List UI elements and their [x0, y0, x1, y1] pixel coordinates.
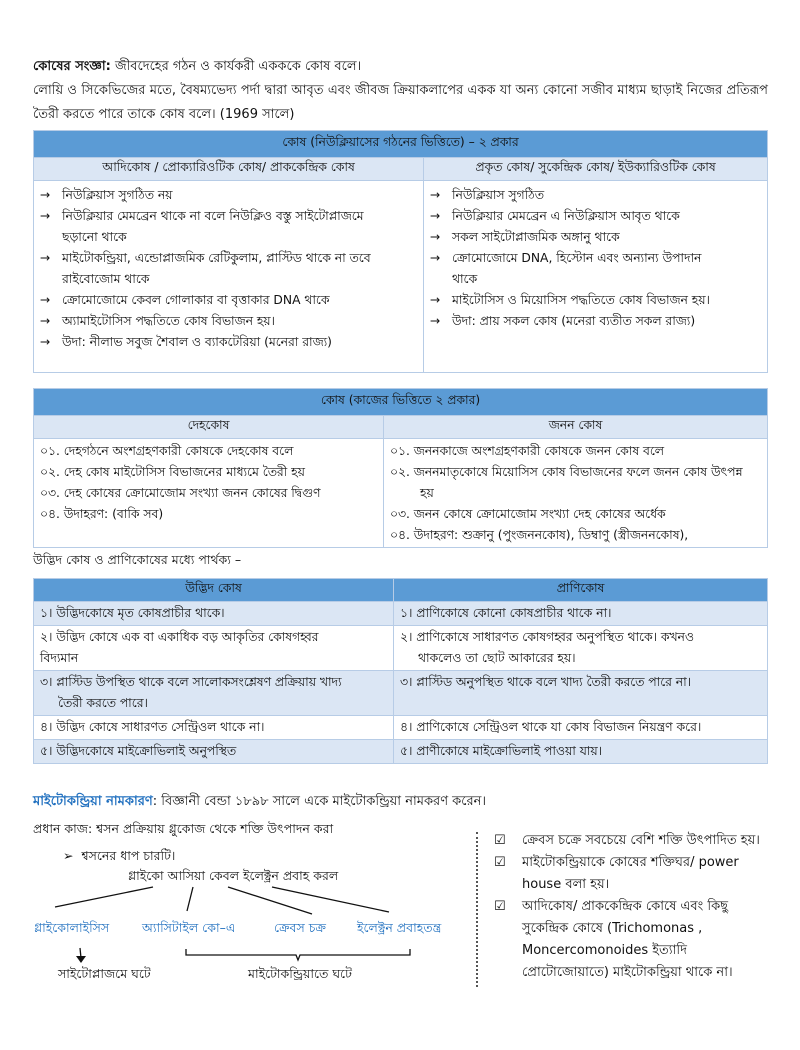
list-item-text: মাইটোকন্ড্রিয়া, এন্ডোপ্লাজমিক রেটিকুলাম, প্লাস্টিড থাকে না তবে — [62, 251, 371, 265]
list-item-text: উদা: প্রায় সকল কোষ (মনেরা ব্যতীত সকল রাজ্য) — [452, 314, 696, 328]
cell-text: তৈরী করতে পারে। — [58, 696, 148, 710]
list-item-text: মাইটোসিস ও মিয়োসিস পদ্ধতিতে কোষ বিভাজন হয়। — [452, 293, 710, 307]
note-text — [522, 830, 760, 852]
arrow-icon: → — [40, 314, 51, 328]
list-item-text: ০৩. জনন কোষে ক্রোমোজোম সংখ্যা দেহ কোষের অর্ধেক — [390, 507, 666, 521]
list-item-text: ০২. জননমাতৃকোষে মিয়োসিস কোষ বিভাজনের ফলে জনন কোষ উৎপন্ন — [390, 465, 743, 479]
arrow-icon: → — [40, 335, 51, 349]
cell-text: ৫। উদ্ভিদকোষে মাইক্রোভিলাই অনুপস্থিত — [40, 744, 237, 758]
arrow-icon: → — [40, 188, 51, 202]
arrow-bullet-icon: ➢ — [63, 848, 74, 863]
list-item-text: উদা: নীলাভ সবুজ শৈবাল ও ব্যাকটেরিয়া (মনেরা রাজ্য) — [62, 335, 332, 349]
cell-text: থাকলেও তা ছোট আকারের হয়। — [418, 651, 576, 665]
location-cytoplasm: সাইটোপ্লাজমে ঘটে — [58, 966, 151, 981]
definition-text: জীবদেহের গঠন ও কার্যকরী একককে কোষ বলে। — [110, 59, 362, 74]
table2-title: কোষ (কাজের ভিত্তিতে ২ প্রকার) — [34, 389, 768, 416]
list-item-text: নিউক্লিয়ার মেমব্রেন এ নিউক্লিয়াস আবৃত থাকে — [452, 209, 680, 223]
definition-paragraph: লোয়ি ও সিকেভিজের মতে, বৈষম্যভেদ্য পর্দা দ্বারা আবৃত এবং জীবজ ক্রিয়াকলাপের একক যা অন্য কোনো সজীব মাধ্যম ছাড়াই নিজের প্রতিরূপ তৈরী করতে পারে তাকে কোষ বলে। (1969 সালে) — [33, 83, 768, 122]
list-item-text: ০৩. দেহ কোষের ক্রোমোজোম সংখ্যা জনন কোষের দ্বিগুণ — [40, 486, 321, 500]
list-item-text: নিউক্লিয়াস সুগঠিত নয় — [62, 188, 173, 202]
steps-intro: শ্বসনের ধাপ চারটি। — [81, 848, 176, 863]
cell-text: বিদ্যমান — [40, 651, 79, 665]
list-item-text: রাইবোজোম থাকে — [62, 272, 150, 286]
cell-text: ৩। প্লাস্টিড অনুপস্থিত থাকে বলে খাদ্য তৈরী করতে পারে না। — [400, 675, 692, 689]
note-item — [494, 852, 770, 896]
location-mitochondria: মাইটোকন্ড্রিয়াতে ঘটে — [248, 966, 352, 981]
step-acetyl-coa: অ্যাসিটাইল কো–এ — [142, 920, 236, 935]
diff-heading: উদ্ভিদ কোষ ও প্রাণিকোষের মধ্যে পার্থক্য – — [33, 552, 242, 567]
cell-text: ৫। প্রাণীকোষে মাইক্রোভিলাই পাওয়া যায়। — [400, 744, 602, 758]
table1-col2-header: প্রকৃত কোষ/ সুকেন্দ্রিক কোষ/ ইউক্যারিওটিক কোষ — [424, 158, 768, 181]
list-item-text: ০২. দেহ কোষ মাইটোসিস বিভাজনের মাধ্যমে তৈরী হয় — [40, 465, 305, 479]
list-item-text: নিউক্লিয়াস সুগঠিত — [452, 188, 544, 202]
list-item-text: সকল সাইটোপ্লাজমিক অঙ্গানু থাকে — [452, 230, 620, 244]
arrow-icon: → — [430, 188, 441, 202]
list-item-text: ০৪. উদাহরণ: শুক্রানু (পুংজননকোষ), ডিম্বাণু (স্ত্রীজননকোষ), — [390, 528, 689, 542]
mito-heading-rest: : বিজ্ঞানী বেন্ডা ১৮৯৮ সালে একে মাইটোকন্ড্রিয়া নামকরণ করেন। — [152, 794, 487, 809]
checkbox-icon: ☑ — [494, 833, 506, 848]
note-line: ক্রেবস চক্রে সবচেয়ে বেশি শক্তি উৎপাদিত হয়। — [522, 833, 760, 848]
connector-line — [187, 887, 193, 911]
arrow-icon: → — [40, 293, 51, 307]
down-arrow-head — [76, 956, 86, 963]
table2-col2-header: জনন কোষ — [384, 416, 768, 439]
connector-line — [228, 887, 312, 914]
arrow-icon: → — [40, 209, 51, 223]
list-item-text: ০১. জননকাজে অংশগ্রহণকারী কোষকে জনন কোষ বলে — [390, 444, 664, 458]
note-item — [494, 896, 770, 984]
step-glycolysis: গ্লাইকোলাইসিস — [34, 920, 110, 935]
dotted-divider — [476, 832, 478, 987]
note-line: মাইটোকন্ড্রিয়াকে কোষের শক্তিঘর/ power — [522, 855, 739, 870]
table1-col1-header: আদিকোষ / প্রোক্যারিওটিক কোষ/ প্রাককেন্দ্রিক কোষ — [34, 158, 424, 181]
list-item-text: অ্যামাইটোসিস পদ্ধতিতে কোষ বিভাজন হয়। — [62, 314, 275, 328]
list-item-text: ০১. দেহগঠনে অংশগ্রহণকারী কোষকে দেহকোষ বলে — [40, 444, 294, 458]
bracket — [186, 949, 410, 960]
cell-text: ৩। প্লাস্টিড উপস্থিত থাকে বলে সালোকসংশ্লেষণ প্রক্রিয়ায় খাদ্য — [40, 675, 342, 689]
note-line: সুকেন্দ্রিক কোষে (Trichomonas , — [522, 921, 703, 936]
table3-col1-header: উদ্ভিদ কোষ — [34, 579, 394, 602]
arrow-icon: → — [430, 314, 441, 328]
table2-col1-header: দেহকোষ — [34, 416, 384, 439]
cell-text: ১। প্রাণিকোষে কোনো কোষপ্রাচীর থাকে না। — [400, 606, 612, 620]
note-line: Moncercomonoides ইত্যাদি — [522, 943, 687, 958]
checkbox-icon: ☑ — [494, 855, 506, 870]
arrow-icon: → — [430, 209, 441, 223]
cell-text: ৪। উদ্ভিদ কোষে সাধারণত সেন্ট্রিওল থাকে না। — [40, 720, 265, 734]
note-item — [494, 830, 770, 852]
cell-text: ২। প্রাণিকোষে সাধারণত কোষগহ্বর অনুপস্থিত থাকে। কখনও — [400, 630, 694, 644]
table3-col2-header: প্রাণিকোষ — [394, 579, 768, 602]
cell-text: ৪। প্রাণিকোষে সেন্ট্রিওল থাকে যা কোষ বিভাজন নিয়ন্ত্রণ করে। — [400, 720, 702, 734]
cell-text: ১। উদ্ভিদকোষে মৃত কোষপ্রাচীর থাকে। — [40, 606, 225, 620]
list-item-text: ০৪. উদাহরণ: (বাকি সব) — [40, 507, 164, 521]
cell-text: ২। উদ্ভিদ কোষে এক বা একাধিক বড় আকৃতির কোষগহ্বর — [40, 630, 319, 644]
list-item-text: ক্রোমোজোমে DNA, হিস্টোন এবং অন্যান্য উপাদান — [452, 251, 702, 265]
mnemonic: গ্লাইকো আসিয়া কেবল ইলেক্ট্রন প্রবাহ করল — [128, 868, 339, 883]
list-item-text: থাকে — [452, 272, 478, 286]
mito-notes — [494, 830, 770, 984]
arrow-icon: → — [430, 293, 441, 307]
note-text — [522, 896, 733, 984]
list-item-text: ছড়ানো থাকে — [62, 230, 127, 244]
step-electron-transport: ইলেক্ট্রন প্রবাহতন্ত্র — [357, 920, 442, 935]
note-line: আদিকোষ/ প্রাককেন্দ্রিক কোষে এবং কিছু — [522, 899, 729, 914]
arrow-icon: → — [40, 251, 51, 265]
arrow-icon: → — [430, 251, 441, 265]
list-item-text: হয় — [420, 486, 434, 500]
connector-line — [55, 887, 153, 907]
list-item-text: ক্রোমোজোমে কেবল গোলাকার বা বৃত্তাকার DNA থাকে — [62, 293, 330, 307]
mito-heading: মাইটোকন্ড্রিয়া নামকারণ — [33, 794, 153, 809]
arrow-icon: → — [430, 230, 441, 244]
note-line: house বলা হয়। — [522, 877, 610, 892]
note-text — [522, 852, 739, 896]
note-line: প্রোটোজোয়াতে) মাইটোকন্ড্রিয়া থাকে না। — [522, 965, 733, 980]
list-item-text: নিউক্লিয়ার মেমব্রেন থাকে না বলে নিউক্লিও বস্তু সাইটোপ্লাজমে — [62, 209, 364, 223]
step-krebs-cycle: ক্রেবস চক্র — [274, 920, 326, 935]
connector-line — [272, 887, 389, 912]
table1-title: কোষ (নিউক্লিয়াসের গঠনের ভিত্তিতে) – ২ প্রকার — [34, 131, 768, 158]
mito-main-work: প্রধান কাজ: শ্বসন প্রক্রিয়ায় গ্লুকোজ থেকে শক্তি উৎপাদন করা — [33, 821, 334, 836]
definition-term: কোষের সংজ্ঞা: — [33, 59, 111, 74]
checkbox-icon: ☑ — [494, 899, 506, 914]
